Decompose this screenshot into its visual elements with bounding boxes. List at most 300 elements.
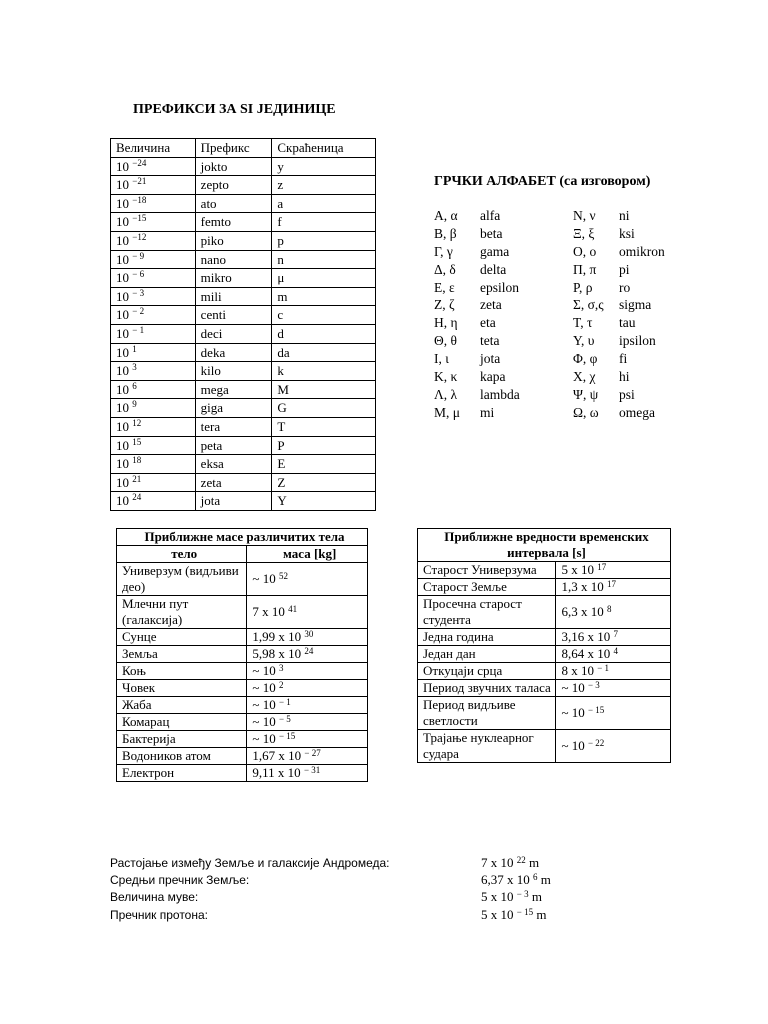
greek-letter: Τ, τ	[573, 315, 593, 331]
prefix-header-cell: Величина	[111, 139, 196, 158]
value-base: 6,37 x 10	[481, 872, 533, 887]
distance-label: Средњи пречник Земље:	[110, 873, 250, 887]
greek-name: omikron	[619, 243, 665, 259]
value-base: 10	[116, 456, 133, 472]
value-exponent: 52	[278, 571, 288, 581]
distance-row	[110, 889, 542, 905]
value-exponent: 41	[288, 604, 298, 614]
greek-name: lambda	[480, 386, 520, 402]
value-exponent: − 1	[278, 697, 291, 707]
prefix-row	[111, 306, 376, 325]
time-value	[556, 646, 671, 663]
greek-name: ipsilon	[619, 333, 656, 349]
prefix-name: piko	[195, 231, 272, 250]
greek-name: fi	[619, 351, 628, 367]
mass-body-name: Универзум (видљиви део)	[117, 563, 247, 596]
value-exponent: 2	[278, 680, 284, 690]
prefix-magnitude	[111, 436, 196, 455]
value-base: ~ 10	[252, 714, 279, 729]
greek-row	[434, 279, 665, 297]
greek-name: tau	[619, 315, 636, 331]
distance-value	[481, 907, 546, 922]
prefix-row	[111, 473, 376, 492]
value-base: 10	[116, 288, 133, 304]
value-exponent: 6	[132, 380, 137, 391]
greek-row	[434, 225, 665, 243]
distance-label: Растојање између Земље и галаксије Андромеда:	[110, 856, 390, 870]
value-exponent: 21	[132, 473, 142, 484]
value-base: 9,11 x 10	[252, 765, 304, 780]
prefix-magnitude	[111, 250, 196, 269]
time-interval-name: Просечна старост студента	[418, 596, 556, 629]
greek-name: sigma	[619, 297, 652, 313]
greek-name: mi	[480, 404, 495, 420]
prefix-magnitude	[111, 176, 196, 195]
prefix-row	[111, 269, 376, 288]
prefix-name: deka	[195, 343, 272, 362]
value-exponent: − 22	[587, 738, 605, 748]
greek-name: epsilon	[480, 279, 519, 295]
value-base: 5 x 10	[481, 907, 517, 922]
time-interval-name: Откуцаји срца	[418, 663, 556, 680]
value-base: 10	[116, 344, 133, 360]
value-base: 10	[116, 418, 133, 434]
prefix-name: ato	[195, 194, 272, 213]
greek-letter: Λ, λ	[434, 386, 458, 402]
mass-body-name: Комарац	[117, 714, 247, 731]
prefix-magnitude	[111, 455, 196, 474]
value-base: 10	[116, 325, 133, 341]
prefix-magnitude	[111, 194, 196, 213]
greek-row	[434, 296, 665, 314]
time-value	[556, 562, 671, 579]
time-value	[556, 680, 671, 697]
prefix-row	[111, 362, 376, 381]
mass-col-body: тело	[117, 546, 247, 563]
time-row	[418, 562, 671, 579]
prefix-title: ПРЕФИКСИ ЗА SI ЈЕДИНИЦЕ	[133, 102, 336, 117]
prefix-row	[111, 176, 376, 195]
mass-body-name: Млечни пут (галаксија)	[117, 596, 247, 629]
mass-body-name: Електрон	[117, 765, 247, 782]
greek-row	[434, 350, 665, 368]
time-value	[556, 730, 671, 763]
value-exponent: 30	[304, 629, 314, 639]
value-exponent: − 15	[278, 731, 296, 741]
value-unit: m	[528, 889, 542, 904]
time-row	[418, 697, 671, 730]
prefix-row	[111, 250, 376, 269]
value-base: 1,67 x 10	[252, 748, 305, 763]
greek-letter: Η, η	[434, 315, 458, 331]
time-interval-name: Један дан	[418, 646, 556, 663]
value-base: 6,3 x 10	[561, 604, 607, 619]
mass-value	[247, 563, 368, 596]
value-base: ~ 10	[252, 731, 279, 746]
greek-name: ksi	[619, 225, 635, 241]
greek-row	[434, 207, 665, 225]
value-exponent: − 6	[132, 269, 145, 280]
value-base: 10	[116, 437, 133, 453]
mass-value	[247, 663, 368, 680]
prefix-abbr: G	[272, 399, 376, 418]
greek-letter: Ρ, ρ	[573, 279, 593, 295]
greek-letter: Γ, γ	[434, 243, 453, 259]
mass-row	[117, 646, 368, 663]
mass-value	[247, 731, 368, 748]
greek-name: kapa	[480, 369, 506, 385]
value-unit: m	[537, 872, 551, 887]
prefix-magnitude	[111, 213, 196, 232]
prefix-abbr: y	[272, 157, 376, 176]
prefix-row	[111, 231, 376, 250]
value-base: 1,99 x 10	[252, 629, 305, 644]
mass-row	[117, 663, 368, 680]
greek-alphabet-list	[434, 207, 665, 422]
mass-row	[117, 765, 368, 782]
prefix-abbr: T	[272, 417, 376, 436]
greek-title: ГРЧКИ АЛФАБЕТ (са изговором)	[434, 174, 651, 189]
greek-letter: Χ, χ	[573, 369, 596, 385]
prefix-name: centi	[195, 306, 272, 325]
mass-row	[117, 629, 368, 646]
prefix-header-cell: Скраћеница	[272, 139, 376, 158]
distances-list	[110, 855, 670, 935]
greek-name: ro	[619, 279, 631, 295]
greek-row	[434, 386, 665, 404]
prefix-row	[111, 157, 376, 176]
value-base: 10	[116, 251, 133, 267]
value-exponent: 6	[533, 872, 538, 882]
value-base: 7 x 10	[252, 604, 289, 619]
prefix-row	[111, 417, 376, 436]
mass-body-name: Земља	[117, 646, 247, 663]
greek-row	[434, 332, 665, 350]
greek-name: omega	[619, 404, 655, 420]
prefix-name: mega	[195, 380, 272, 399]
greek-letter: Ξ, ξ	[573, 225, 595, 241]
greek-letter: Δ, δ	[434, 261, 456, 277]
prefix-magnitude	[111, 399, 196, 418]
distance-row	[110, 855, 539, 871]
prefix-row	[111, 194, 376, 213]
prefix-abbr: c	[272, 306, 376, 325]
value-base: 5 x 10	[561, 562, 598, 577]
greek-letter: Υ, υ	[573, 333, 595, 349]
value-base: 1,3 x 10	[561, 579, 607, 594]
greek-name: eta	[480, 315, 496, 331]
time-interval-name: Период видљиве светлости	[418, 697, 556, 730]
prefix-row	[111, 436, 376, 455]
greek-row	[434, 404, 665, 422]
greek-name: hi	[619, 369, 630, 385]
prefix-row	[111, 399, 376, 418]
mass-value	[247, 680, 368, 697]
prefix-magnitude	[111, 417, 196, 436]
prefix-magnitude	[111, 380, 196, 399]
value-exponent: − 15	[516, 907, 534, 917]
prefix-abbr: da	[272, 343, 376, 362]
greek-name: pi	[619, 261, 630, 277]
value-base: 10	[116, 214, 133, 230]
time-interval-name: Старост Земље	[418, 579, 556, 596]
value-unit: m	[525, 855, 540, 870]
greek-name: zeta	[480, 297, 502, 313]
value-base: 10	[116, 493, 133, 509]
prefix-abbr: m	[272, 287, 376, 306]
mass-row	[117, 596, 368, 629]
mass-body-name: Човек	[117, 680, 247, 697]
value-exponent: 24	[132, 492, 142, 503]
value-exponent: 17	[597, 562, 607, 572]
prefix-name: zepto	[195, 176, 272, 195]
prefix-row	[111, 492, 376, 511]
greek-letter: Σ, σ,ς	[573, 297, 604, 313]
time-title: Приближне вредности временских интервала [s]	[418, 529, 671, 562]
value-base: ~ 10	[561, 705, 588, 720]
time-interval-name: Трајање нуклеарног судара	[418, 730, 556, 763]
greek-row	[434, 261, 665, 279]
time-row	[418, 680, 671, 697]
time-title-row	[418, 529, 671, 562]
mass-value	[247, 629, 368, 646]
value-exponent: − 31	[303, 765, 321, 775]
prefix-abbr: M	[272, 380, 376, 399]
time-value	[556, 697, 671, 730]
value-exponent: 15	[132, 436, 142, 447]
greek-name: gama	[480, 243, 510, 259]
value-base: 10	[116, 232, 133, 248]
prefix-abbr: n	[272, 250, 376, 269]
mass-value	[247, 697, 368, 714]
greek-letter: Ζ, ζ	[434, 297, 455, 313]
mass-row	[117, 697, 368, 714]
greek-row	[434, 314, 665, 332]
value-exponent: − 3	[516, 889, 529, 899]
mass-body-name: Коњ	[117, 663, 247, 680]
value-base: 8,64 x 10	[561, 646, 614, 661]
time-value	[556, 629, 671, 646]
distance-value	[481, 889, 542, 904]
value-base: ~ 10	[561, 738, 588, 753]
prefix-table	[110, 138, 376, 511]
distance-row	[110, 872, 551, 888]
value-exponent: 24	[304, 646, 314, 656]
value-base: 10	[116, 381, 133, 397]
value-exponent: 18	[132, 455, 142, 466]
mass-value	[247, 596, 368, 629]
prefix-magnitude	[111, 157, 196, 176]
prefix-name: kilo	[195, 362, 272, 381]
mass-row	[117, 563, 368, 596]
value-exponent: − 27	[304, 748, 321, 758]
prefix-magnitude	[111, 492, 196, 511]
value-base: 10	[116, 363, 133, 379]
value-exponent: −12	[132, 231, 147, 242]
distance-value	[481, 855, 539, 870]
mass-row	[117, 714, 368, 731]
value-base: 3,16 x 10	[561, 629, 614, 644]
distance-label: Величина муве:	[110, 890, 199, 904]
prefix-magnitude	[111, 287, 196, 306]
greek-letter: Φ, φ	[573, 351, 598, 367]
value-exponent: 12	[132, 417, 142, 428]
greek-name: teta	[480, 333, 500, 349]
greek-letter: Β, β	[434, 225, 457, 241]
mass-body-name: Жаба	[117, 697, 247, 714]
mass-title: Приближне масе различитих тела	[117, 529, 368, 546]
mass-value	[247, 646, 368, 663]
mass-row	[117, 680, 368, 697]
prefix-magnitude	[111, 269, 196, 288]
prefix-name: jota	[195, 492, 272, 511]
mass-body-name: Сунце	[117, 629, 247, 646]
prefix-name: giga	[195, 399, 272, 418]
value-base: 8 x 10	[561, 663, 598, 678]
prefix-name: nano	[195, 250, 272, 269]
distance-label: Пречник протона:	[110, 908, 208, 922]
prefix-name: zeta	[195, 473, 272, 492]
prefix-row	[111, 343, 376, 362]
prefix-abbr: f	[272, 213, 376, 232]
prefix-abbr: d	[272, 324, 376, 343]
greek-name: jota	[480, 351, 501, 367]
prefix-name: femto	[195, 213, 272, 232]
greek-letter: Μ, μ	[434, 404, 460, 420]
greek-letter: Ι, ι	[434, 351, 449, 367]
value-base: 10	[116, 474, 133, 490]
value-exponent: − 1	[597, 663, 610, 673]
value-exponent: 9	[132, 399, 137, 410]
value-base: 5,98 x 10	[252, 646, 305, 661]
time-row	[418, 596, 671, 629]
distance-value	[481, 872, 551, 887]
mass-header-row	[117, 546, 368, 563]
time-row	[418, 579, 671, 596]
value-base: ~ 10	[252, 697, 279, 712]
prefix-name: eksa	[195, 455, 272, 474]
greek-name: ni	[619, 208, 630, 223]
mass-value	[247, 748, 368, 765]
value-base: 10	[116, 158, 133, 174]
mass-row	[117, 748, 368, 765]
distance-row	[110, 907, 546, 923]
value-exponent: 4	[613, 646, 618, 656]
value-base: 10	[116, 270, 133, 286]
prefix-name: tera	[195, 417, 272, 436]
prefix-abbr: P	[272, 436, 376, 455]
time-row	[418, 646, 671, 663]
value-exponent: −15	[132, 213, 147, 224]
mass-body-name: Водоников атом	[117, 748, 247, 765]
prefix-header-row	[111, 139, 376, 158]
value-unit: m	[533, 907, 547, 922]
prefix-abbr: k	[272, 362, 376, 381]
greek-name: delta	[480, 261, 507, 277]
greek-letter: Θ, θ	[434, 333, 457, 349]
value-exponent: − 5	[278, 714, 291, 724]
greek-letter: Ο, ο	[573, 243, 597, 259]
time-interval-name: Старост Универзума	[418, 562, 556, 579]
prefix-row	[111, 213, 376, 232]
greek-letter: Ω, ω	[573, 404, 599, 420]
greek-row	[434, 368, 665, 386]
prefix-abbr: μ	[272, 269, 376, 288]
value-base: ~ 10	[252, 663, 279, 678]
prefix-magnitude	[111, 324, 196, 343]
prefix-magnitude	[111, 362, 196, 381]
mass-table	[116, 528, 368, 782]
time-row	[418, 663, 671, 680]
mass-value	[247, 765, 368, 782]
mass-col-mass: маса [kg]	[247, 546, 368, 563]
prefix-row	[111, 380, 376, 399]
time-row	[418, 730, 671, 763]
prefix-abbr: a	[272, 194, 376, 213]
prefix-abbr: z	[272, 176, 376, 195]
value-exponent: −24	[132, 157, 147, 168]
time-value	[556, 596, 671, 629]
prefix-magnitude	[111, 306, 196, 325]
value-base: ~ 10	[252, 571, 279, 586]
greek-letter: Π, π	[573, 261, 597, 277]
prefix-name: peta	[195, 436, 272, 455]
greek-letter: Α, α	[434, 208, 458, 223]
mass-title-row	[117, 529, 368, 546]
time-interval-name: Једна година	[418, 629, 556, 646]
prefix-magnitude	[111, 343, 196, 362]
prefix-abbr: Y	[272, 492, 376, 511]
greek-name: alfa	[480, 208, 501, 223]
value-base: 7 x 10	[481, 855, 517, 870]
value-exponent: 3	[132, 362, 137, 373]
prefix-header-cell: Префикс	[195, 139, 272, 158]
prefix-abbr: p	[272, 231, 376, 250]
prefix-row	[111, 455, 376, 474]
mass-body-name: Бактерија	[117, 731, 247, 748]
value-exponent: 22	[516, 855, 526, 865]
greek-row	[434, 243, 665, 261]
value-exponent: 7	[613, 629, 618, 639]
value-exponent: 17	[606, 579, 616, 589]
prefix-name: mili	[195, 287, 272, 306]
prefix-abbr: Z	[272, 473, 376, 492]
time-interval-name: Период звучних таласа	[418, 680, 556, 697]
greek-letter: Κ, κ	[434, 369, 458, 385]
prefix-abbr: E	[272, 455, 376, 474]
value-exponent: − 3	[587, 680, 600, 690]
prefix-name: deci	[195, 324, 272, 343]
prefix-magnitude	[111, 473, 196, 492]
time-table	[417, 528, 671, 763]
time-value	[556, 663, 671, 680]
value-base: 10	[116, 307, 133, 323]
value-exponent: − 2	[132, 306, 145, 317]
prefix-row	[111, 287, 376, 306]
prefix-row	[111, 324, 376, 343]
value-exponent: 8	[606, 604, 612, 614]
value-base: ~ 10	[252, 680, 279, 695]
greek-letter: Ν, ν	[573, 208, 596, 223]
mass-value	[247, 714, 368, 731]
value-exponent: − 1	[132, 324, 145, 335]
greek-letter: Ε, ε	[434, 279, 455, 295]
prefix-name: jokto	[195, 157, 272, 176]
value-exponent: −21	[132, 176, 147, 187]
value-base: 10	[116, 177, 133, 193]
value-exponent: − 15	[587, 705, 605, 715]
greek-name: beta	[480, 225, 503, 241]
